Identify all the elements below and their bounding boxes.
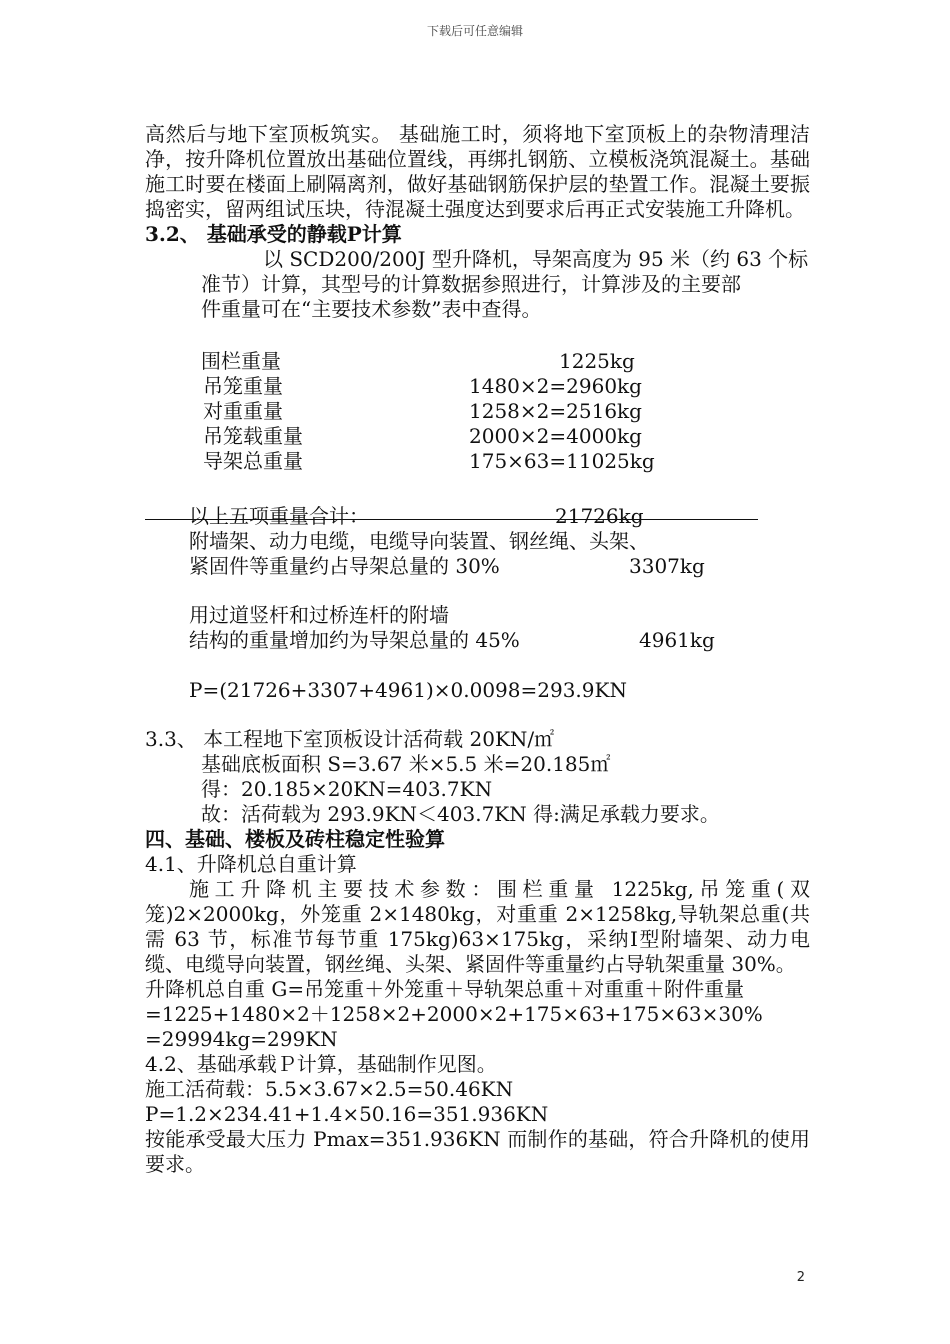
section-4-1-paragraph: 施工升降机主要技术参数：围栏重量 1225kg,吊笼重(双笼)2×2000kg，外笼重 2×1480kg，对重重 2×1258kg,导轨架总重(共需 63 节，标准节每节重 175kg)63×175kg，采纳Ⅰ型附墙架、动力电缆、电缆导向装置，钢丝绳、头架、紧固件等重量约占导轨架重量 30%。 [145,877,810,976]
document-body [145,122,810,1177]
section-4-1-heading: 4.1、升降机总自重计算 [145,852,357,876]
weight-item-label: 导架总重量 [203,449,303,473]
section-3-3-line4: 故：活荷载为 293.9KN＜403.7KN 得:满足承载力要求。 [201,802,720,826]
bearing-load-line: P=1.2×234.41+1.4×50.16=351.936KN [145,1102,549,1126]
section-4-2-heading: 4.2、基础承载Ｐ计算，基础制作见图。 [145,1052,497,1076]
section-3-3-line1: 3.3、 本工程地下室顶板设计活荷载 20KN/㎡ [145,727,555,751]
static-load-formula: P=(21726+3307+4961)×0.0098=293.9KN [189,678,627,702]
weight-item-value: 1225kg [559,349,635,373]
intro-paragraph: 高然后与地下室顶板筑实。 基础施工时，须将地下室顶板上的杂物清理洁净，按升降机位置放出基础位置线，再绑扎钢筋、立模板浇筑混凝土。基础施工时要在楼面上刷隔离剂，做好基础钢筋保护层的垫置工作。混凝土要振捣密实，留两组试压块，待混凝土强度达到要求后再正式安装施工升降机。 [145,122,810,221]
total-weight-formula-line2: =1225+1480×2＋1258×2+2000×2+175×63+175×63×30% [145,1002,763,1026]
attachment-row [145,554,810,579]
weight-item-row [145,374,810,399]
page-header: 下载后可任意编辑 [426,24,523,38]
sum-divider-line [145,519,758,520]
attachment-line1: 附墙架、动力电缆，电缆导向装置、钢丝绳、头架、 [189,529,649,553]
s32-para-line2: 准节）计算，其型号的计算数据参照进行，计算涉及的主要部 [201,272,741,296]
section-4-heading: 四、基础、楼板及砖柱稳定性验算 [145,827,445,851]
weight-item-label: 对重重量 [203,399,283,423]
weight-item-value: 1258×2=2516kg [469,399,642,423]
total-weight-formula-line3: =29994kg=299KN [145,1027,338,1051]
attachment-value: 3307kg [629,554,705,578]
conclusion-paragraph: 按能承受最大压力 Pmax=351.936KN 而制作的基础，符合升降机的使用要求。 [145,1127,810,1176]
s32-para-line1: 以 SCD200/200J 型升降机，导架高度为 95 米（约 63 个标 [263,247,809,271]
section-3-2-heading: 3.2、 基础承受的静载P计算 [145,222,402,246]
wall-structure-row [145,628,810,653]
weight-item-value: 2000×2=4000kg [469,424,642,448]
weight-item-row [145,424,810,449]
total-weight-formula-line1: 升降机总自重 G=吊笼重＋外笼重＋导轨架总重＋对重重＋附件重量 [145,977,745,1001]
weight-item-value: 175×63=11025kg [469,449,655,473]
wall-structure-value: 4961kg [639,628,715,652]
weight-item-row [145,449,810,474]
s32-para-line3: 件重量可在“主要技术参数”表中查得。 [201,297,542,321]
wall-structure-line1: 用过道竖杆和过桥连杆的附墙 [189,603,449,627]
weight-item-label: 吊笼重量 [203,374,283,398]
sum-value: 21726kg [555,504,644,528]
weight-item-row [145,349,810,374]
live-load-line: 施工活荷载：5.5×3.67×2.5=50.46KN [145,1077,514,1101]
attachment-label: 紧固件等重量约占导架总量的 30% [189,554,500,578]
sum-row [145,504,810,529]
page-number: 2 [796,1270,805,1285]
weight-item-label: 围栏重量 [201,349,281,373]
weight-item-row [145,399,810,424]
weight-item-value: 1480×2=2960kg [469,374,642,398]
sum-label: 以上五项重量合计： [189,504,369,528]
section-3-3-line3: 得：20.185×20KN=403.7KN [201,777,493,801]
section-3-3-line2: 基础底板面积 S=3.67 米×5.5 米=20.185㎡ [201,752,611,776]
wall-structure-label: 结构的重量增加约为导架总量的 45% [189,628,520,652]
weight-item-label: 吊笼载重量 [203,424,303,448]
